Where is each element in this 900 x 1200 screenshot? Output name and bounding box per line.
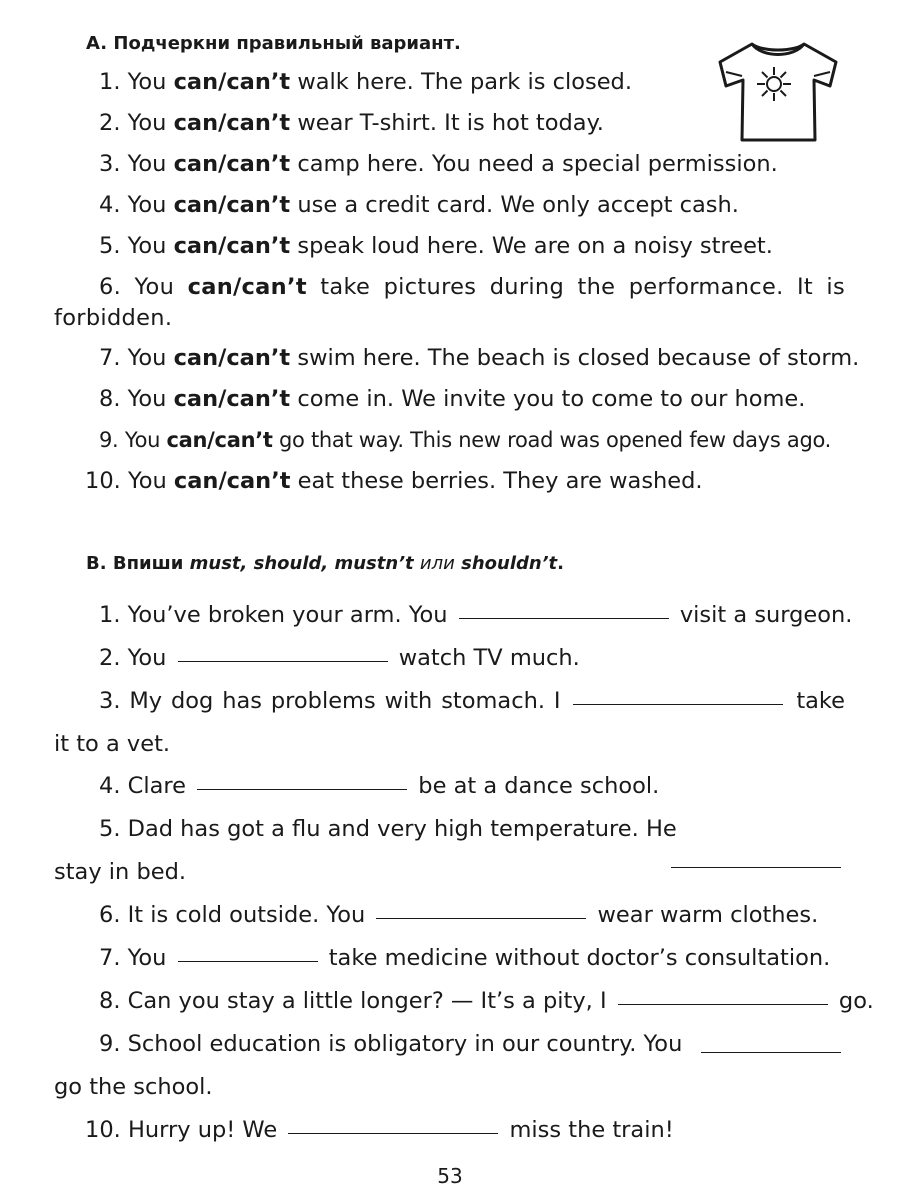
item-number: 6. <box>99 902 121 928</box>
item-number: 2. <box>99 645 121 671</box>
exercise-a-item <box>54 425 845 455</box>
item-number: 5. <box>99 233 121 259</box>
exercise-b-item <box>54 986 874 1016</box>
item-text-before-blank: My dog has problems with stomach. I <box>129 688 561 714</box>
exercise-a-item <box>54 231 845 261</box>
exercise-a-item <box>54 67 845 97</box>
item-subject: You <box>134 274 175 300</box>
answer-blank[interactable] <box>573 703 783 705</box>
exercise-a-item <box>54 466 845 496</box>
item-number: 5. <box>99 816 121 842</box>
item-number: 6. <box>99 274 122 300</box>
item-number: 3. <box>99 151 121 177</box>
answer-blank[interactable] <box>178 960 318 962</box>
section-b-letter: B. <box>86 553 107 574</box>
item-text-before-blank: It is cold outside. You <box>127 902 366 928</box>
item-number: 7. <box>99 945 121 971</box>
section-a-instruction: Подчеркни правильный вариант. <box>113 33 461 54</box>
answer-blank[interactable] <box>376 917 586 919</box>
section-b-instruction-or: или <box>419 553 455 574</box>
item-text-after-blank: miss the train! <box>509 1117 674 1143</box>
section-b-instruction-end: . <box>557 553 564 574</box>
exercise-b-item <box>54 600 853 630</box>
exercise-b-item-continuation <box>54 1072 845 1102</box>
item-text: take pictures during the performance. It is forbidden. <box>54 274 845 331</box>
item-subject: You <box>127 345 167 371</box>
exercise-a-item <box>54 149 845 179</box>
item-text-after-blank: go. <box>838 988 874 1014</box>
item-text-before-blank: Hurry up! We <box>127 1117 278 1143</box>
answer-blank[interactable] <box>197 788 407 790</box>
item-text-continued: stay in bed. <box>54 859 187 885</box>
item-subject: You <box>127 110 167 136</box>
exercise-a-item <box>54 272 845 334</box>
item-number: 7. <box>99 345 121 371</box>
can-cant-choice[interactable]: can/can’t <box>166 428 273 452</box>
section-b-instruction-last: shouldn’t <box>461 553 558 574</box>
can-cant-choice[interactable]: can/can’t <box>173 233 291 259</box>
section-b-instruction-pre: Впиши <box>112 553 184 574</box>
item-text: use a credit card. We only accept cash. <box>297 192 739 218</box>
item-text-after-blank: watch TV much. <box>398 645 580 671</box>
item-text: go that way. This new road was opened few days ago. <box>279 428 832 452</box>
item-number: 9. <box>99 428 119 452</box>
can-cant-choice[interactable]: can/can’t <box>173 345 291 371</box>
can-cant-choice[interactable]: can/can’t <box>187 274 307 300</box>
item-subject: You <box>124 428 161 452</box>
item-number: 1. <box>99 69 121 95</box>
section-b-instruction-words: must, should, mustn’t <box>189 553 414 574</box>
exercise-b-item <box>54 643 845 673</box>
item-number: 4. <box>99 192 121 218</box>
item-text-before-blank: Dad has got a flu and very high temperature. He <box>127 816 677 842</box>
exercise-a-item <box>54 190 845 220</box>
exercise-a-item <box>54 384 845 414</box>
item-text: come in. We invite you to come to our home. <box>297 386 806 412</box>
exercise-b-item <box>54 1029 845 1059</box>
item-number: 8. <box>99 988 121 1014</box>
item-number: 1. <box>99 602 121 628</box>
item-text-before-blank: You <box>127 645 167 671</box>
item-number: 3. <box>99 688 121 714</box>
item-text: swim here. The beach is closed because of storm. <box>297 345 860 371</box>
answer-blank[interactable] <box>618 1003 828 1005</box>
item-text: eat these berries. They are washed. <box>297 468 703 494</box>
exercise-a-item <box>54 343 860 373</box>
item-number: 9. <box>99 1031 121 1057</box>
exercise-b-item-continuation <box>54 857 845 887</box>
item-subject: You <box>127 151 167 177</box>
can-cant-choice[interactable]: can/can’t <box>173 151 291 177</box>
item-subject: You <box>127 192 167 218</box>
section-a-title <box>86 33 461 54</box>
item-number: 8. <box>99 386 121 412</box>
item-text: wear T-shirt. It is hot today. <box>297 110 604 136</box>
item-number: 4. <box>99 773 121 799</box>
item-number: 10. <box>85 468 121 494</box>
item-text: camp here. You need a special permission. <box>297 151 778 177</box>
item-number: 10. <box>85 1117 121 1143</box>
answer-blank[interactable] <box>701 1051 841 1053</box>
answer-blank[interactable] <box>459 617 669 619</box>
item-subject: You <box>127 233 167 259</box>
exercise-b-item <box>54 771 845 801</box>
can-cant-choice[interactable]: can/can’t <box>173 386 291 412</box>
item-number: 2. <box>99 110 121 136</box>
answer-blank[interactable] <box>288 1132 498 1134</box>
item-text: walk here. The park is closed. <box>297 69 632 95</box>
item-text-before-blank: You’ve broken your arm. You <box>127 602 448 628</box>
item-text-after-blank: wear warm clothes. <box>597 902 819 928</box>
exercise-b-item <box>54 686 845 716</box>
can-cant-choice[interactable]: can/can’t <box>173 69 291 95</box>
page-number: 53 <box>437 1164 463 1188</box>
item-text-after-blank: be at a dance school. <box>418 773 660 799</box>
item-text: speak loud here. We are on a noisy street. <box>297 233 773 259</box>
item-text-before-blank: You <box>127 945 167 971</box>
item-text-after-blank: take <box>796 688 845 714</box>
item-text-continued: it to a vet. <box>54 731 171 757</box>
can-cant-choice[interactable]: can/can’t <box>173 192 291 218</box>
item-subject: You <box>127 386 167 412</box>
exercise-a-item <box>54 108 845 138</box>
section-b-title <box>86 553 564 574</box>
item-subject: You <box>127 468 167 494</box>
exercise-b-item <box>54 943 845 973</box>
item-text-before-blank: Clare <box>127 773 186 799</box>
answer-blank[interactable] <box>178 660 388 662</box>
can-cant-choice[interactable]: can/can’t <box>173 110 291 136</box>
item-subject: You <box>127 69 167 95</box>
exercise-b-item-continuation <box>54 729 845 759</box>
can-cant-choice[interactable]: can/can’t <box>173 468 291 494</box>
item-text-before-blank: Can you stay a little longer? — It’s a pity, I <box>127 988 607 1014</box>
item-text-after-blank: take medicine without doctor’s consultation. <box>328 945 831 971</box>
section-a-letter: A. <box>86 33 108 54</box>
exercise-b-item <box>54 1115 845 1145</box>
exercise-b-item <box>54 900 845 930</box>
item-text-after-blank: visit a surgeon. <box>679 602 853 628</box>
item-text-continued: go the school. <box>54 1074 213 1100</box>
item-text-before-blank: School education is obligatory in our country. You <box>127 1031 683 1057</box>
